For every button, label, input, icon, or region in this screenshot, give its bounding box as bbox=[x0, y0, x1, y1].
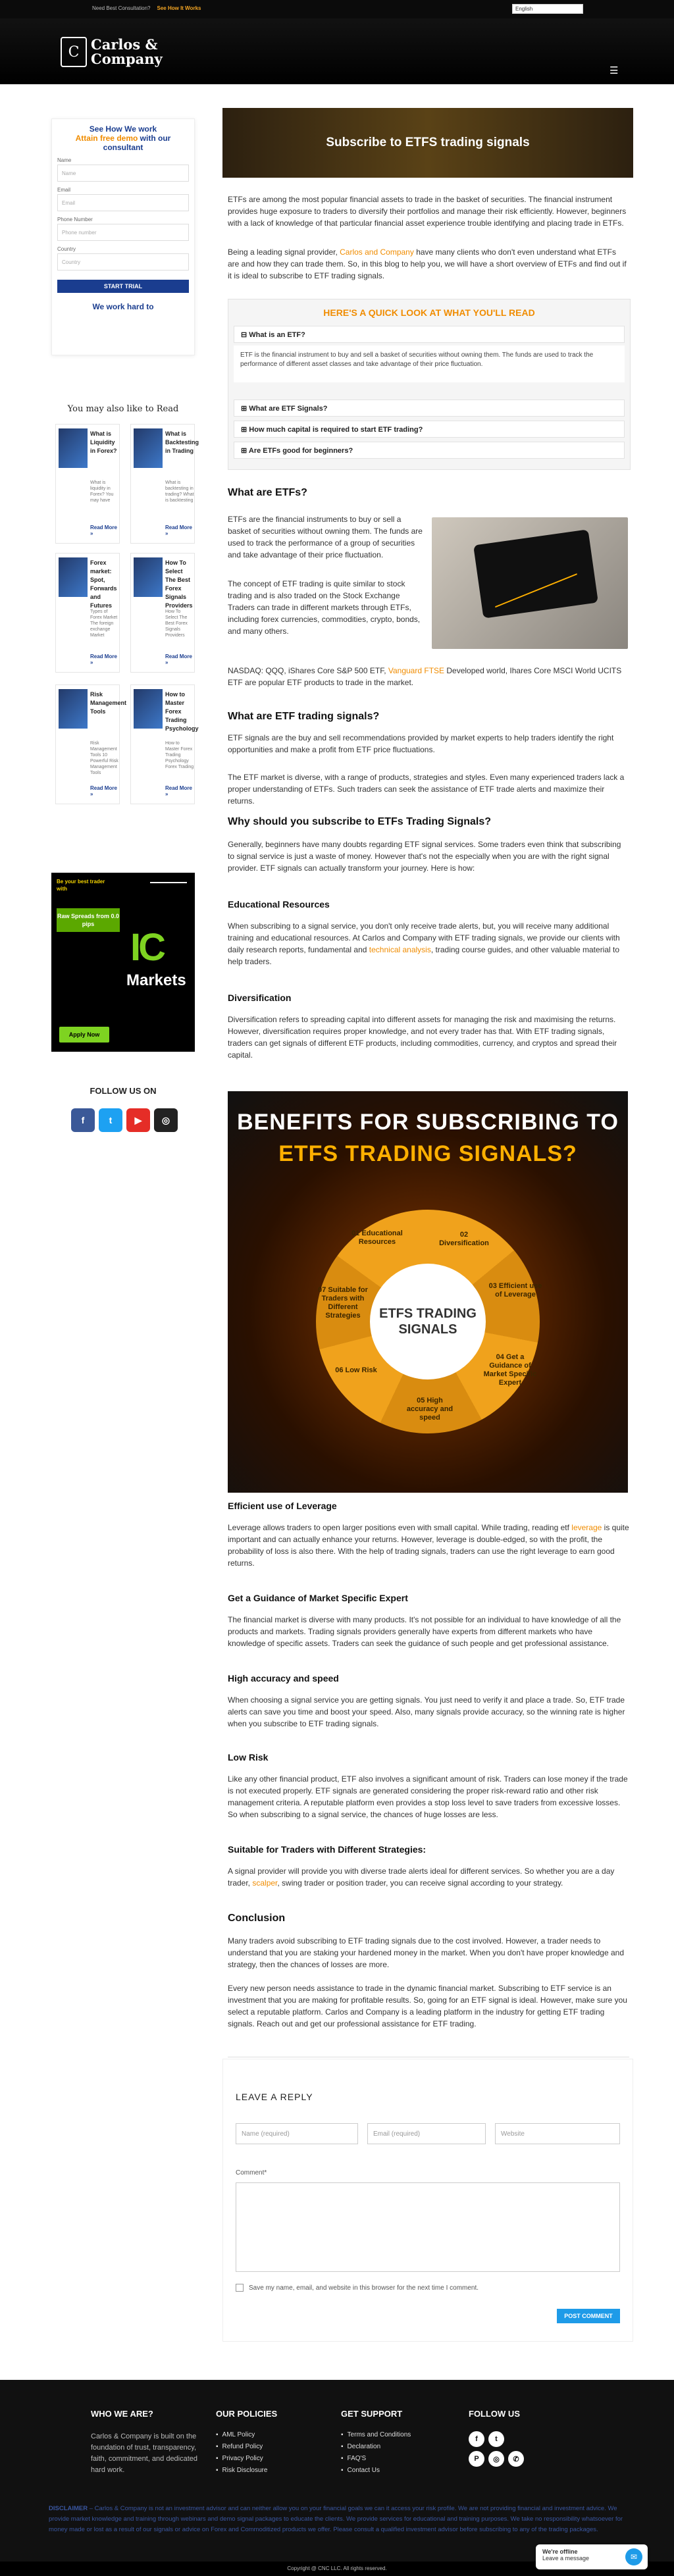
country-field[interactable]: Country bbox=[57, 253, 189, 270]
read-more-link[interactable]: Read More » bbox=[165, 654, 192, 665]
section-paragraph: The concept of ETF trading is quite similar to stock trading and is also traded on the Stock Exchange Traders can trade in different markets through ETFs, including forex currencies, commodities, crypto, bonds, and many others. bbox=[228, 579, 421, 636]
form-tagline: We work hard to bbox=[92, 302, 154, 311]
related-heading: You may also like to Read bbox=[67, 404, 179, 414]
twitter-icon[interactable]: t bbox=[99, 1108, 122, 1132]
comment-label: Comment* bbox=[236, 2169, 267, 2177]
related-title[interactable]: Forex market: Spot, Forwards and Futures bbox=[90, 559, 117, 609]
top-bar bbox=[0, 0, 674, 18]
footer-support-link[interactable]: ▪ Declaration bbox=[341, 2443, 381, 2450]
hamburger-icon[interactable]: ☰ bbox=[609, 65, 619, 76]
reply-email-input[interactable]: Email (required) bbox=[367, 2123, 486, 2144]
footer-support-link[interactable]: ▪ FAQ'S bbox=[341, 2455, 367, 2462]
chat-icon[interactable]: ✉ bbox=[625, 2548, 642, 2565]
save-info-checkbox[interactable]: Save my name, email, and website in this browser for the next time I comment. bbox=[236, 2284, 479, 2292]
section-heading: Educational Resources bbox=[228, 899, 330, 910]
facebook-icon[interactable]: f bbox=[71, 1108, 95, 1132]
read-more-link[interactable]: Read More » bbox=[90, 525, 117, 536]
section-paragraph: ETFs are the financial instruments to buy or sell a basket of securities without owning them. The funds are used to track the performance of a group of securities and take advantage of their price fluctuation. bbox=[228, 515, 423, 559]
footer-policy-link[interactable]: ▪ AML Policy bbox=[216, 2431, 255, 2438]
start-trial-button[interactable]: START TRIAL bbox=[57, 280, 189, 293]
footer-policy-link[interactable]: ▪ Risk Disclosure bbox=[216, 2467, 268, 2474]
see-how-link[interactable]: See How It Works bbox=[157, 5, 201, 11]
intro-paragraph-2: Being a leading signal provider, Carlos and Company have many clients who don't even understand what ETFs are and how they can trade them. So, in this blog to help you, we will have a short overview of ETFs and find out if it is ideal to subscribe to ETF trading signals. bbox=[228, 247, 627, 280]
benefits-infographic bbox=[228, 1091, 628, 1493]
read-more-link[interactable]: Read More » bbox=[90, 654, 117, 665]
poster-segment: 07 Suitable for Traders with Different Strategies bbox=[318, 1286, 368, 1320]
section-paragraph: When subscribing to a signal service, you don't only receive trade alerts, but, you will receive many additional training and educational resources. At Carlos and Company with ETF trading signals, we provide our clients with daily research reports, fundamental and technical analysis, trading course guides, and other valuable material to help traders. bbox=[228, 921, 620, 966]
name-label: Name bbox=[57, 157, 72, 163]
related-card[interactable] bbox=[55, 424, 120, 544]
whatsapp-icon[interactable]: ✆ bbox=[508, 2451, 524, 2467]
section-heading: Get a Guidance of Market Specific Expert bbox=[228, 1593, 408, 1603]
section-paragraph: The ETF market is diverse, with a range of products, strategies and styles. Even many experienced traders lack a proper understanding of ETFs. Such traders can seek the assistance of ETF trade alerts and maximize their returns. bbox=[228, 773, 625, 806]
section-paragraph: Leverage allows traders to open larger positions even with small capital. While trading, reading etf leverage is quite important and can actually enhance your returns. However, leverage is double-edged, so with the profit, the probability of loss is also there. With the help of trading signals, traders can use the right leverage to earn good returns. bbox=[228, 1523, 629, 1568]
related-card[interactable] bbox=[130, 424, 199, 544]
youtube-icon[interactable]: ▶ bbox=[126, 1108, 150, 1132]
logo-name: Carlos & Company bbox=[91, 36, 163, 67]
section-heading: Diversification bbox=[228, 992, 292, 1003]
table-of-contents bbox=[228, 299, 631, 470]
related-thumbnail bbox=[134, 689, 163, 729]
related-thumbnail bbox=[134, 557, 163, 597]
related-excerpt: What is liquidity in Forex? You may have bbox=[90, 480, 114, 503]
reply-website-input[interactable]: Website bbox=[495, 2123, 620, 2144]
toc-item[interactable]: ⊞ How much capital is required to start ETF trading? bbox=[234, 421, 625, 438]
name-field[interactable]: Name bbox=[57, 165, 189, 182]
related-title[interactable]: What is Backtesting in Trading bbox=[165, 430, 199, 454]
email-label: Email bbox=[57, 187, 71, 193]
section-paragraph: Many traders avoid subscribing to ETF trading signals due to the cost involved. However, a trader needs to understand that you are staking your hardened money in the market. When you don't have proper knowledge and strategy, then the chances of losses are more. bbox=[228, 1936, 625, 1969]
poster-segment: 05 High accuracy and speed bbox=[406, 1397, 454, 1422]
chat-widget[interactable] bbox=[536, 2544, 648, 2569]
poster-segment: 06 Low Risk bbox=[335, 1366, 377, 1374]
related-card[interactable] bbox=[55, 684, 127, 804]
section-heading: Low Risk bbox=[228, 1752, 269, 1763]
section-heading: What are ETFs? bbox=[228, 487, 307, 498]
section-paragraph: Diversification refers to spreading capital into different assets for managing the risk and maximising the returns. However, diversification requires proper knowledge, and not every trader has that. With ETF trading signals, traders can get signals of different ETF products, including commodities, currency, and cryptos and spread their capital. bbox=[228, 1015, 617, 1060]
demo-form bbox=[51, 118, 195, 355]
logo-mark: C bbox=[61, 37, 87, 67]
chat-title: We're offline bbox=[542, 2548, 578, 2555]
read-more-link[interactable]: Read More » bbox=[165, 525, 192, 536]
reply-title: LEAVE A REPLY bbox=[236, 2092, 313, 2102]
apply-now-button[interactable]: Apply Now bbox=[59, 1027, 109, 1043]
footer-support-heading: GET SUPPORT bbox=[341, 2409, 403, 2419]
phone-field[interactable]: Phone number bbox=[57, 224, 189, 241]
related-title[interactable]: Risk Management Tools bbox=[90, 691, 127, 715]
footer-policy-link[interactable]: ▪ Refund Policy bbox=[216, 2443, 263, 2450]
site-logo[interactable] bbox=[61, 37, 163, 67]
related-title[interactable]: What is Liquidity in Forex? bbox=[90, 430, 117, 454]
poster-segment: 03 Efficient use of Leverage bbox=[488, 1282, 542, 1299]
footer-policy-link[interactable]: ▪ Privacy Policy bbox=[216, 2455, 263, 2462]
consult-text: Need Best Consultation? bbox=[92, 5, 151, 11]
pinterest-icon[interactable]: P bbox=[469, 2451, 484, 2467]
ad-brand-ic: IC bbox=[130, 926, 163, 969]
poster-title-2: ETFS TRADING SIGNALS? bbox=[278, 1141, 577, 1166]
trading-phone-image bbox=[432, 517, 628, 649]
related-title[interactable]: How To Select The Best Forex Signals Providers bbox=[165, 559, 193, 609]
related-card[interactable] bbox=[55, 553, 120, 673]
toc-item[interactable]: ⊟ What is an ETF? bbox=[234, 326, 625, 343]
disclaimer: DISCLAIMER – Carlos & Company is not an investment advisor and can neither allow you on your financial goals we can it access your risk profile. We are not providing financial and investment advice. We provide market knowledge and training through webinars and demo signal packages to educate the clients. We provide services for educational and training purposes. We take no responsibility whatsoever for money made or lost as a result of our signals or advice on Forex and Commoditized products we offer. Please consult a qualified investment advisor before subscribing to any of the trading packages. bbox=[49, 2505, 623, 2533]
footer-follow-heading: FOLLOW US bbox=[469, 2409, 520, 2419]
section-heading: Suitable for Traders with Different Strategies: bbox=[228, 1844, 427, 1855]
ad-top-text: Be your best trader with bbox=[57, 879, 105, 892]
hero-banner bbox=[222, 108, 633, 178]
footer-socials-row2 bbox=[469, 2451, 524, 2467]
section-paragraph: ETF signals are the buy and sell recommendations provided by market experts to help traders identify the right opportunities and make a profit from ETF price fluctuations. bbox=[228, 733, 614, 754]
footer-who-text: Carlos & Company is built on the foundation of trust, transparency, faith, commitment, and dedicated hard work. bbox=[91, 2433, 198, 2474]
form-heading: See How We work Attain free demo with our consultant bbox=[75, 124, 171, 152]
section-heading: Efficient use of Leverage bbox=[228, 1501, 337, 1511]
section-paragraph: A signal provider will provide you with diverse trade alerts ideal for different services. So whether you are a day trader, scalper, swing trader or position trader, you can receive signal according to your strategy. bbox=[228, 1867, 615, 1888]
section-paragraph: When choosing a signal service you are getting signals. You just need to verify it and place a trade. So, ETF trade alerts can save you time and boost your speed. Also, many signals provide accuracy, so the winning rate is higher when you subscribe to ETF trading signals. bbox=[228, 1695, 625, 1728]
language-select[interactable]: English bbox=[512, 4, 583, 14]
ad-spread-badge: Raw Spreads from 0.0 pips bbox=[57, 908, 120, 932]
toc-item[interactable]: ⊞ Are ETFs good for beginners? bbox=[234, 442, 625, 459]
ad-decoration bbox=[150, 882, 187, 908]
section-heading: Conclusion bbox=[228, 1913, 286, 1924]
related-excerpt: Types of Forex Market The foreign exchange Market bbox=[90, 609, 118, 638]
poster-segment: 04 Get a Guidance of Market Specific Expert bbox=[483, 1353, 537, 1387]
phone-label: Phone Number bbox=[57, 217, 93, 222]
footer-socials-row1 bbox=[469, 2431, 504, 2447]
page-title: Subscribe to ETFS trading signals bbox=[326, 136, 530, 149]
related-thumbnail bbox=[59, 428, 88, 468]
intro-paragraph: ETFs are among the most popular financial assets to trade in the basket of securities. The financial instrument provides huge exposure to traders to diversify their portfolios and manage their risk efficiently. However, beginners with a lack of knowledge of that particular financial asset experience trouble identifying and placing trade in ETFs. bbox=[228, 195, 627, 228]
footer-support-link[interactable]: ▪ Terms and Conditions bbox=[341, 2431, 411, 2438]
related-thumbnail bbox=[59, 557, 88, 597]
footer-who-heading: WHO WE ARE? bbox=[91, 2409, 153, 2419]
poster-segment: 02 Diversification bbox=[439, 1231, 489, 1247]
twitter-icon[interactable]: t bbox=[488, 2431, 504, 2447]
poster-title-1: BENEFITS FOR SUBSCRIBING TO bbox=[237, 1110, 619, 1135]
section-paragraph: Generally, beginners have many doubts regarding ETF signal services. Some traders even think that subscribing to signal service is just a waste of money. However that's not the especially when you are with the right signal provider. ETF signals can actually transform your journey. Here is how: bbox=[228, 840, 621, 873]
toc-answer: ETF is the financial instrument to buy and sell a basket of securities without owning them. The funds are used to track the performance of different asset classes and take advantage of their price fluctuation. bbox=[234, 346, 625, 382]
facebook-icon[interactable]: f bbox=[469, 2431, 484, 2447]
technical-analysis-link[interactable]: technical analysis bbox=[369, 945, 431, 954]
leverage-link[interactable]: leverage bbox=[571, 1523, 602, 1532]
related-excerpt: How To Select The Best Forex Signals Providers bbox=[165, 609, 188, 638]
section-heading: Why should you subscribe to ETFs Trading Signals? bbox=[228, 816, 492, 827]
site-header bbox=[0, 18, 674, 84]
vanguard-link[interactable]: Vanguard FTSE bbox=[388, 666, 445, 675]
carlos-link[interactable]: Carlos and Company bbox=[340, 247, 414, 257]
related-thumbnail bbox=[134, 428, 163, 468]
section-paragraph: Like any other financial product, ETF also involves a significant amount of risk. Traders can lose money if the trade is not executed properly. ETF signals are generated considering the proper risk-reward ratio and other risk management criteria. A reputable platform even provides a stop loss level to save traders from excessive losses. So when subscribing to a signal service, the chances of huge losses are less. bbox=[228, 1774, 628, 1819]
related-thumbnail bbox=[59, 689, 88, 729]
instagram-icon[interactable]: ◎ bbox=[488, 2451, 504, 2467]
ad-brand-markets: Markets bbox=[126, 971, 186, 989]
footer-policies-heading: OUR POLICIES bbox=[216, 2409, 278, 2419]
read-more-link[interactable]: Read More » bbox=[165, 785, 192, 797]
related-excerpt: What is backtesting in trading? What is backtesting bbox=[165, 480, 194, 503]
toc-title: HERE'S A QUICK LOOK AT WHAT YOU'LL READ bbox=[323, 307, 535, 318]
ic-markets-ad[interactable] bbox=[51, 873, 195, 1052]
toc-item[interactable]: ⊞ What are ETF Signals? bbox=[234, 399, 625, 417]
section-paragraph: Every new person needs assistance to trade in the dynamic financial market. Subscribing to ETF service is an investment that you are making for profitable results. So, going for an ETF signal is ideal. However, make sure you select a reputable platform. Carlos and Company is a leading platform in the industry for getting ETF trading signals. Reach out and get our professional assistance for ETF trading. bbox=[228, 1984, 627, 2028]
poster-center: ETFS TRADING SIGNALS bbox=[370, 1264, 486, 1379]
related-title[interactable]: How to Master Forex Trading Psychology bbox=[165, 691, 199, 732]
read-more-link[interactable]: Read More » bbox=[90, 785, 117, 797]
related-card[interactable] bbox=[130, 684, 199, 804]
section-paragraph: The financial market is diverse with many products. It's not possible for an individual to have knowledge of all the products and markets. Trading signals providers generally have experts from different markets who have knowledge of specific assets. Traders can seek the guidance of such people and get professional assistance. bbox=[228, 1615, 621, 1648]
reply-name-input[interactable]: Name (required) bbox=[236, 2123, 358, 2144]
section-heading: High accuracy and speed bbox=[228, 1673, 339, 1684]
follow-heading: FOLLOW US ON bbox=[90, 1086, 157, 1096]
related-card[interactable] bbox=[130, 553, 195, 673]
section-heading: What are ETF trading signals? bbox=[228, 711, 380, 722]
comment-textarea[interactable] bbox=[236, 2182, 620, 2272]
post-comment-button[interactable]: POST COMMENT bbox=[557, 2309, 620, 2323]
related-excerpt: Risk Management Tools 10 Powerful Risk Management Tools bbox=[90, 741, 118, 775]
copyright: Copyright @ CNC LLC. All rights reserved. bbox=[0, 2562, 674, 2576]
related-excerpt: How to Master Forex Trading Psychology Forex Trading bbox=[165, 741, 194, 769]
footer-support-link[interactable]: ▪ Contact Us bbox=[341, 2467, 380, 2474]
poster-segment: 01 Educational Resources bbox=[351, 1229, 403, 1246]
chat-subtitle: Leave a message bbox=[542, 2555, 590, 2562]
instagram-icon[interactable]: ◎ bbox=[154, 1108, 178, 1132]
email-field[interactable]: Email bbox=[57, 194, 189, 211]
sidebar-socials bbox=[71, 1108, 178, 1132]
section-paragraph: NASDAQ: QQQ, iShares Core S&P 500 ETF, Vanguard FTSE Developed world, Ihares Core MSCI World UCITS ETF are popular ETF products to trade in the market. bbox=[228, 666, 622, 687]
country-label: Country bbox=[57, 246, 76, 252]
consult-strip bbox=[92, 5, 201, 11]
scalper-link[interactable]: scalper bbox=[252, 1878, 278, 1888]
